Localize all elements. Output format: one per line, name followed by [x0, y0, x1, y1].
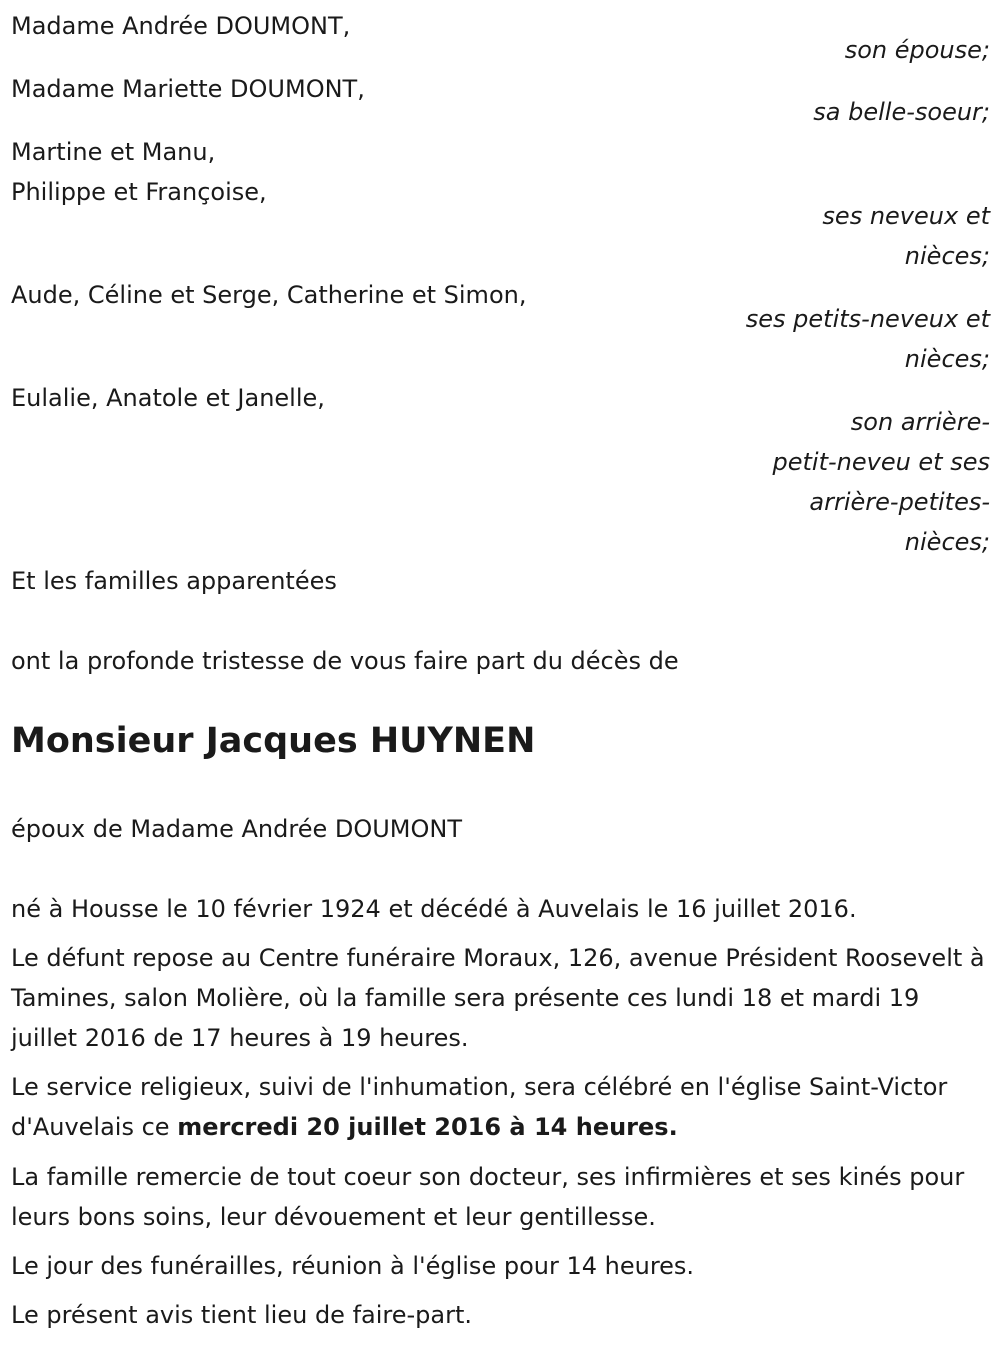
grandnephews-role-1: ses petits-neveux et — [745, 305, 990, 333]
service-date: mercredi 20 juillet 2016 à 14 heures. — [177, 1113, 678, 1141]
sister-in-law-name: Madame Mariette DOUMONT, — [11, 75, 365, 103]
announcement-intro: ont la profonde tristesse de vous faire part du décès de — [11, 647, 679, 675]
meeting-info: Le jour des funérailles, réunion à l'église pour 14 heures. — [11, 1252, 695, 1280]
deceased-name: Monsieur Jacques HUYNEN — [11, 721, 536, 761]
related-families: Et les familles apparentées — [11, 567, 337, 595]
great-grand-role-1: son arrière- — [850, 408, 990, 436]
nephews-role-2: nièces; — [904, 242, 990, 270]
service-paragraph — [11, 1067, 991, 1147]
birth-death: né à Housse le 10 février 1924 et décédé à Auvelais le 16 juillet 2016. — [11, 895, 857, 923]
nephews-names-2: Philippe et Françoise, — [11, 178, 267, 206]
sister-in-law-role: sa belle-soeur; — [813, 98, 990, 126]
great-grand-role-3: arrière-petites- — [809, 488, 990, 516]
spouse-name: Madame Andrée DOUMONT, — [11, 12, 351, 40]
great-grand-role-4: nièces; — [904, 528, 990, 556]
notice-statement: Le présent avis tient lieu de faire-part. — [11, 1301, 473, 1329]
thanks-paragraph: La famille remercie de tout coeur son docteur, ses infirmières et ses kinés pour leurs bons soins, leur dévouement et leur gentillesse. — [11, 1163, 965, 1231]
nephews-names-1: Martine et Manu, — [11, 138, 216, 166]
spouse-of: époux de Madame Andrée DOUMONT — [11, 815, 462, 843]
grandnephews-names: Aude, Céline et Serge, Catherine et Simon, — [11, 281, 527, 309]
service-intro: Le service religieux, suivi de l'inhumation, sera célébré en l'église Saint-Victor d'Auvelais ce — [11, 1073, 948, 1141]
grandnephews-role-2: nièces; — [904, 345, 990, 373]
spouse-role: son épouse; — [844, 36, 990, 64]
great-grand-names: Eulalie, Anatole et Janelle, — [11, 384, 325, 412]
great-grand-role-2: petit-neveu et ses — [772, 448, 990, 476]
rest-place-paragraph: Le défunt repose au Centre funéraire Moraux, 126, avenue Président Roosevelt à Tamines, salon Molière, où la famille sera présente ces lundi 18 et mardi 19 juillet 2016 de 17 heures à 19 heures. — [11, 944, 985, 1052]
nephews-role-1: ses neveux et — [822, 202, 990, 230]
